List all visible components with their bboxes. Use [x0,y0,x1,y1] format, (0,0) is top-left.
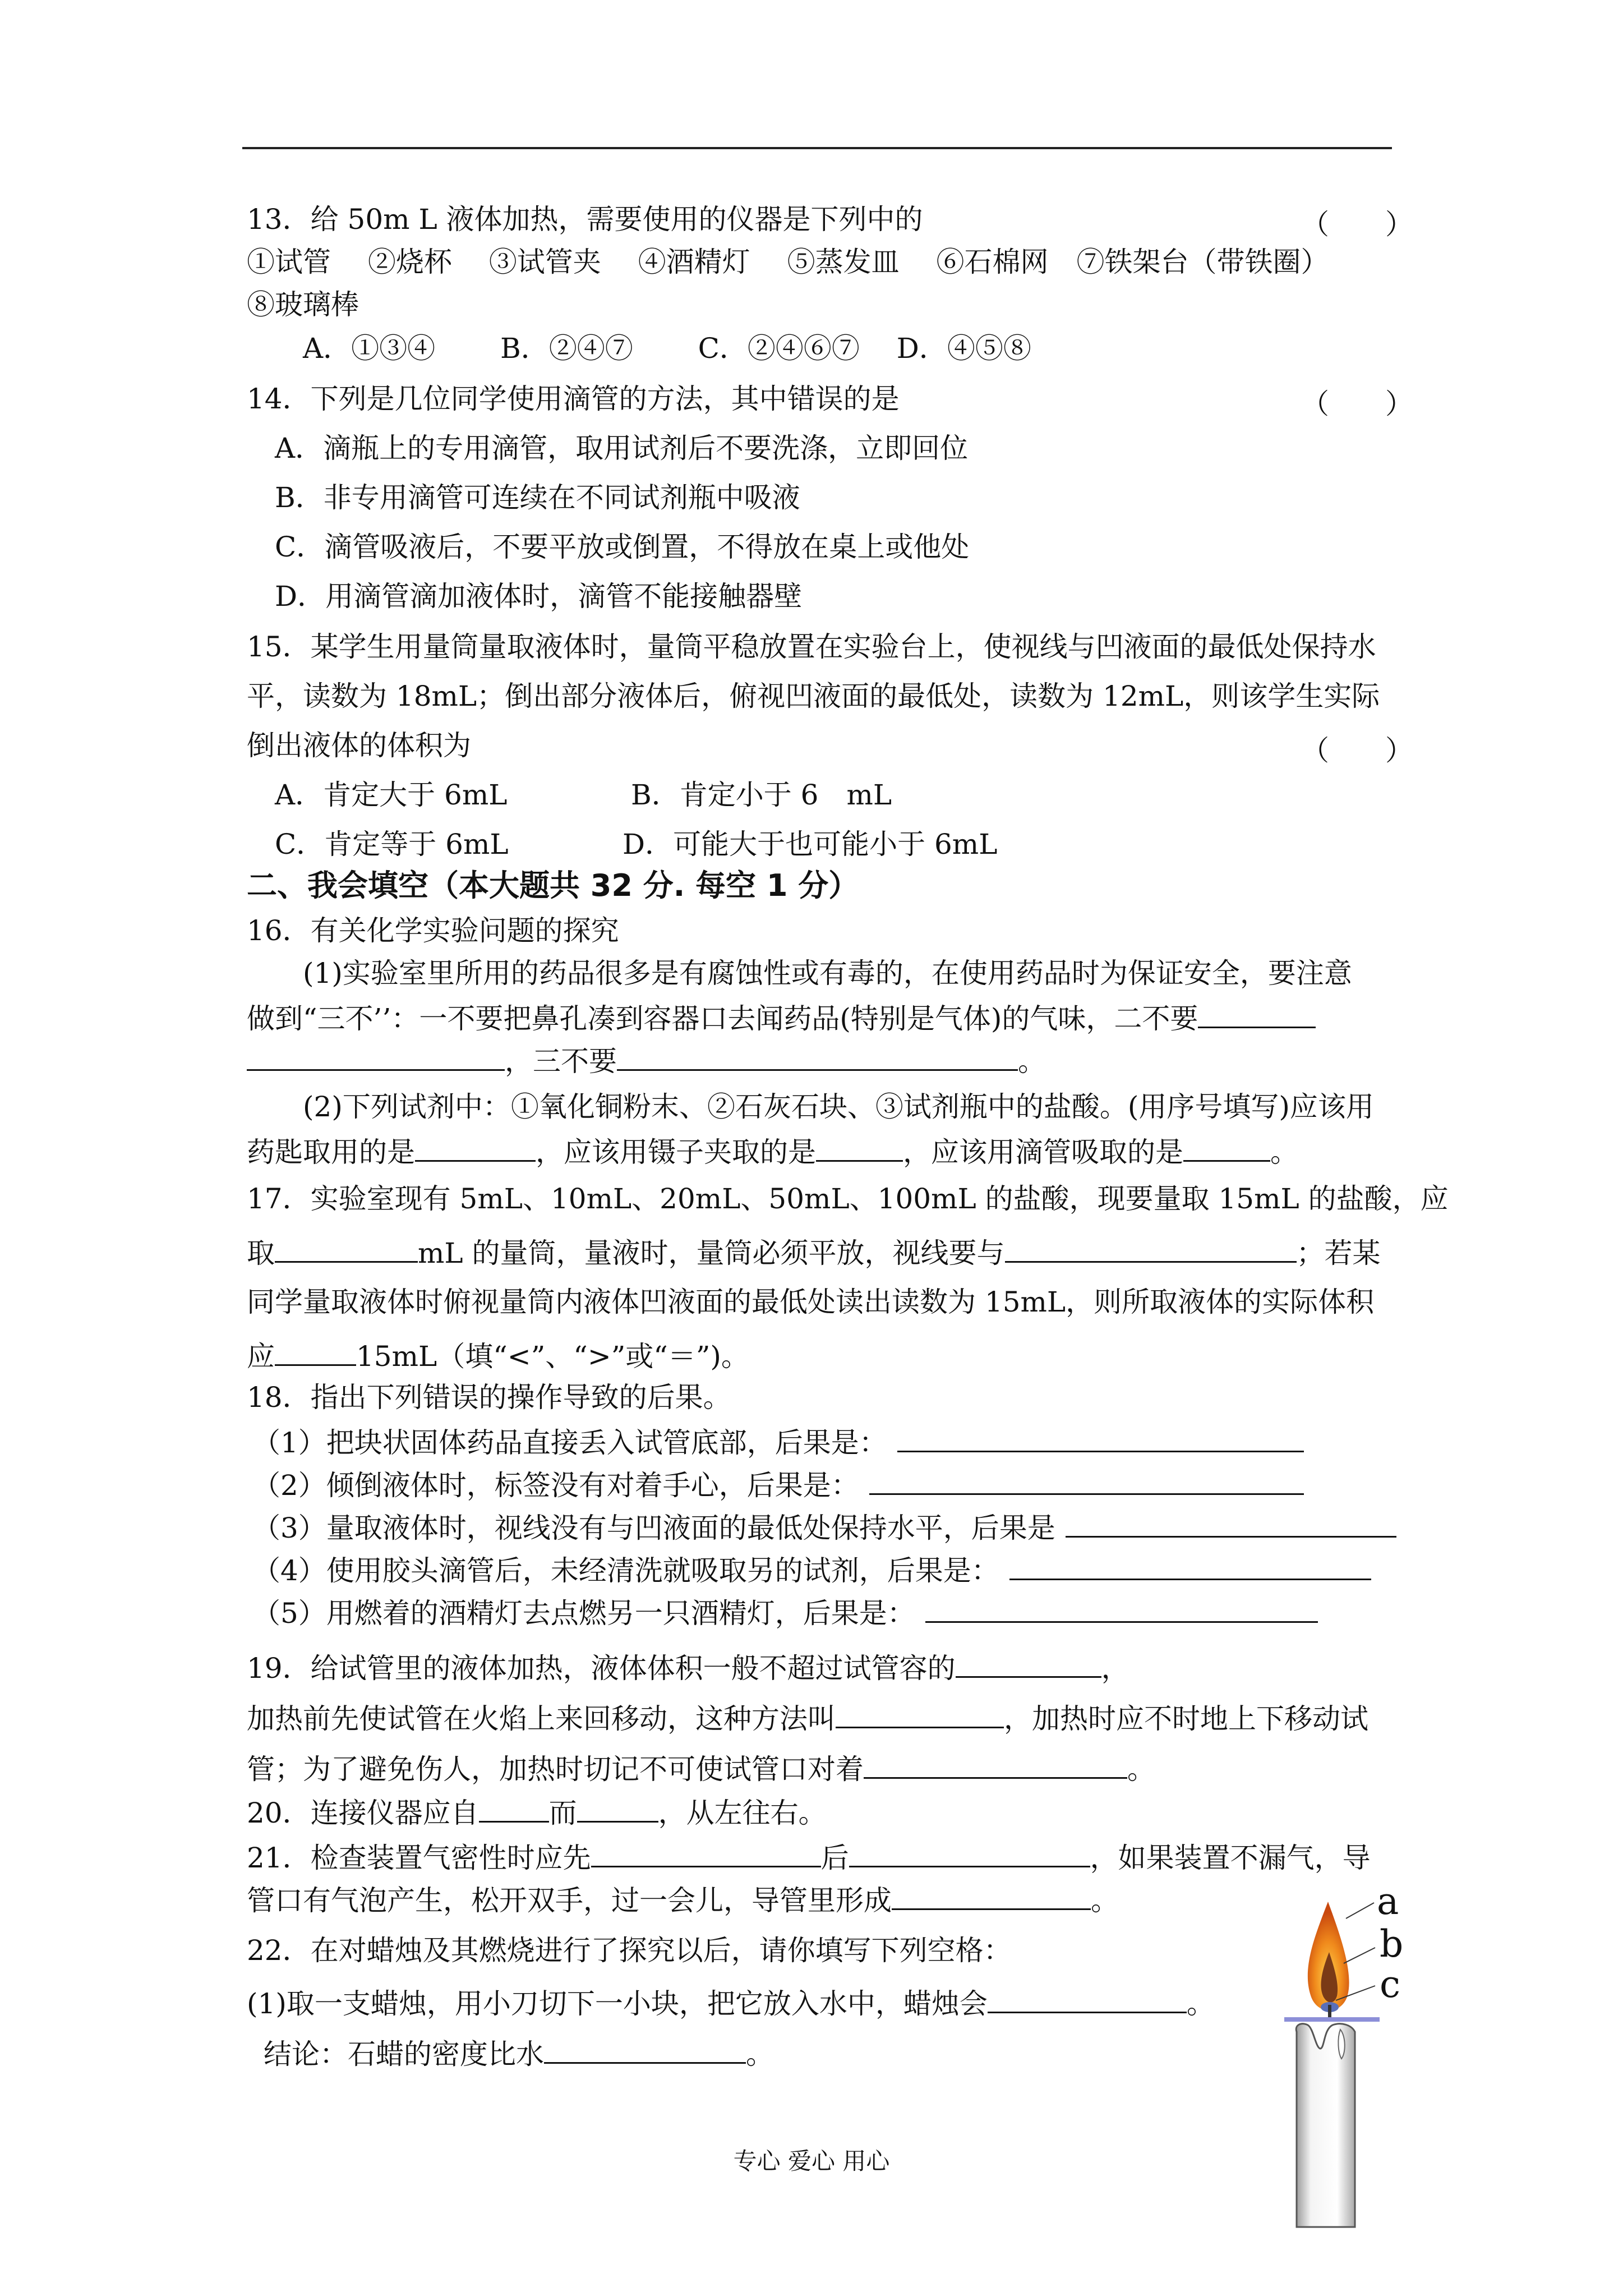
q22-line1 [247,1984,1215,2021]
q22-text-c: 结论：石蜡的密度比水 [264,2038,544,2070]
q17-text-e: 15mL（填“<”、“>”或“＝”)。 [356,1340,749,1373]
q15-line2: 平，读数为 18mL；倒出部分液体后，俯视凹液面的最低处，读数为 12mL，则该学生实际 [247,680,1380,712]
q18-item-3 [252,1508,1396,1545]
answer-blank[interactable] [849,1838,1090,1867]
q16-p2-text-b: ，应该用镊子夹取的是 [536,1136,816,1168]
q21-text-e: 。 [1091,1884,1119,1917]
wick-icon [1328,2005,1331,2017]
answer-blank[interactable] [479,1793,549,1823]
q20-text-a: 20．连接仪器应自 [247,1797,479,1829]
q13-stem: 13．给 50m L 液体加热，需要使用的仪器是下列中的 [247,203,923,236]
answer-blank[interactable] [544,2034,746,2064]
answer-blank[interactable] [415,1132,536,1162]
q21-text-a: 21．检查装置气密性时应先 [247,1842,591,1874]
answer-blank[interactable] [247,1041,505,1071]
answer-blank[interactable] [956,1648,1101,1678]
q19-text-e: 管；为了避免伤人，加热时切记不可使试管口对着 [247,1753,864,1786]
q13-options: A．①③④ B．②④⑦ C．②④⑥⑦ D．④⑤⑧ [303,332,1031,365]
q14-option-d: D．用滴管滴加液体时，滴管不能接触器壁 [275,580,803,613]
q16-p1-line3-end: 。 [1018,1045,1046,1078]
q18-item-1-text: （1）把块状固体药品直接丢入试管底部，后果是： [252,1427,887,1459]
q20-text-c: ，从左往右。 [658,1797,827,1829]
q16-p1-line1: (1)实验室里所用的药品很多是有腐蚀性或有毒的，在使用药品时为保证安全，要注意 [303,957,1352,990]
q13-item8: ⑧玻璃棒 [247,288,359,321]
candle-body-icon [1296,2024,1355,2227]
q17-text-a: 取 [247,1237,275,1269]
q19-text-a: 19．给试管里的液体加热，液体体积一般不超过试管容的 [247,1652,956,1685]
q16-p2-text-c: ，应该用滴管吸取的是 [903,1136,1183,1168]
q19-text-c: 加热前先使试管在火焰上来回移动，这种方法叫 [247,1703,836,1735]
q20-line [247,1793,827,1830]
answer-blank[interactable] [988,1984,1187,2013]
q22-title: 22．在对蜡烛及其燃烧进行了探究以后，请你填写下列空格： [247,1934,1012,1967]
flame-base-line [1284,2017,1380,2022]
answer-blank[interactable] [275,1336,356,1366]
q22-text-a: (1)取一支蜡烛，用小刀切下一小块，把它放入水中，蜡烛会 [247,1987,988,2020]
q21-text-b: 后 [820,1842,849,1874]
answer-blank[interactable] [1066,1508,1396,1538]
q17-text-c: ；若某 [1296,1237,1381,1269]
q14-answer-paren: （ ） [1301,388,1413,420]
q22-line2 [264,2034,774,2072]
q15-line3: 倒出液体的体积为 [247,729,471,762]
q16-p1-line2-text: 做到“三不’’：一不要把鼻孔凑到容器口去闻药品(特别是气体)的气味，二不要 [247,1002,1198,1035]
answer-blank[interactable] [892,1880,1091,1910]
q17-text-b: mL 的量筒，量液时，量筒必须平放，视线要与 [418,1237,1005,1269]
header-rule [242,147,1392,149]
q16-p2-line1: (2)下列试剂中：①氧化铜粉末、②石灰石块、③试剂瓶中的盐酸。(用序号填写)应该用 [303,1091,1374,1123]
pointer-line-a [1346,1903,1374,1918]
q18-item-4-text: （4）使用胶头滴管后，未经清洗就吸取另的试剂，后果是： [252,1554,999,1587]
q17-line4 [247,1336,749,1374]
q17-line3: 同学量取液体时俯视量筒内液体凹液面的最低处读出读数为 15mL，则所取液体的实际体积 [247,1286,1375,1318]
answer-blank[interactable] [617,1041,1018,1071]
q15-option-d: D．可能大于也可能小于 6mL [623,828,998,861]
q13-items: ①试管 ②烧杯 ③试管夹 ④酒精灯 ⑤蒸发皿 ⑥石棉网 ⑦铁架台（带铁圈） [247,246,1329,278]
q16-p1-line3-mid: ，三不要 [505,1045,617,1078]
q18-item-5 [252,1593,1318,1631]
section-heading: 二、我会填空（本大题共 32 分. 每空 1 分） [247,868,859,903]
page-footer: 专心 爱心 用心 [733,2147,890,2175]
q17-text-d: 应 [247,1340,275,1373]
q16-p1-line3 [247,1041,1046,1079]
q18-item-3-text: （3）量取液体时，视线没有与凹液面的最低处保持水平，后果是 [252,1512,1055,1544]
answer-blank[interactable] [1009,1550,1371,1580]
q21-line2 [247,1880,1119,1918]
answer-blank[interactable] [1005,1233,1297,1263]
answer-blank[interactable] [591,1838,821,1867]
q21-text-c: ，如果装置不漏气，导 [1090,1842,1371,1874]
q14-option-b: B．非专用滴管可连续在不同试剂瓶中吸液 [275,481,800,514]
answer-blank[interactable] [925,1593,1318,1623]
q13-answer-paren: （ ） [1301,208,1413,241]
q16-p2-text-a: 药匙取用的是 [247,1136,415,1168]
pointer-line-b [1344,1948,1375,1963]
q19-text-d: ，加热时应不时地上下移动试 [1004,1703,1368,1735]
q15-answer-paren: （ ） [1301,734,1413,767]
q14-stem: 14．下列是几位同学使用滴管的方法，其中错误的是 [247,383,900,415]
answer-blank[interactable] [1183,1132,1270,1162]
q17-line2 [247,1233,1381,1271]
answer-blank[interactable] [816,1132,903,1162]
q18-item-1 [252,1423,1304,1460]
q14-option-a: A．滴瓶上的专用滴管，取用试剂后不要洗涤，立即回位 [275,432,969,464]
q16-p2-line2 [247,1132,1298,1170]
q19-text-f: 。 [1127,1753,1155,1786]
q21-text-d: 管口有气泡产生，松开双手，过一会儿，导管里形成 [247,1884,892,1917]
q21-line1 [247,1838,1371,1875]
q16-title: 16．有关化学实验问题的探究 [247,914,619,947]
answer-blank[interactable] [1198,999,1316,1028]
q15-line1: 15．某学生用量筒量取液体时，量筒平稳放置在实验台上，使视线与凹液面的最低处保持水 [247,631,1376,663]
q19-line3 [247,1749,1155,1787]
q17-line1: 17．实验室现有 5mL、10mL、20mL、50mL、100mL 的盐酸，现要量取 15mL 的盐酸，应 [247,1182,1449,1215]
q19-text-b: ， [1101,1652,1129,1685]
q18-title: 18．指出下列错误的操作导致的后果。 [247,1381,731,1414]
answer-blank[interactable] [864,1749,1127,1779]
q18-item-5-text: （5）用燃着的酒精灯去点燃另一只酒精灯，后果是： [252,1597,915,1630]
flame-label-c: c [1380,1963,1400,2006]
candle-flame-illustration [1262,1885,1419,2233]
q19-line2 [247,1699,1368,1736]
answer-blank[interactable] [897,1423,1304,1452]
q20-text-b: 而 [548,1797,577,1829]
q15-option-c: C．肯定等于 6mL [275,828,509,861]
q14-option-c: C．滴管吸液后，不要平放或倒置，不得放在桌上或他处 [275,531,970,563]
answer-blank[interactable] [275,1233,418,1263]
q22-text-b: 。 [1186,1987,1215,2020]
flame-label-a: a [1377,1885,1399,1923]
q15-option-b: B．肯定小于 6 mL [631,779,892,811]
q16-p2-text-d: 。 [1270,1136,1298,1168]
q19-line1 [247,1648,1129,1686]
q22-text-d: 。 [746,2038,774,2070]
answer-blank[interactable] [577,1793,658,1823]
answer-blank[interactable] [836,1699,1004,1728]
flame-label-b: b [1380,1922,1404,1966]
q18-item-4 [252,1550,1371,1588]
q18-item-2 [252,1465,1304,1503]
q18-item-2-text: （2）倾倒液体时，标签没有对着手心，后果是： [252,1469,859,1502]
answer-blank[interactable] [869,1465,1304,1495]
q15-option-a: A．肯定大于 6mL [275,779,508,811]
q16-p1-line2 [247,999,1316,1036]
